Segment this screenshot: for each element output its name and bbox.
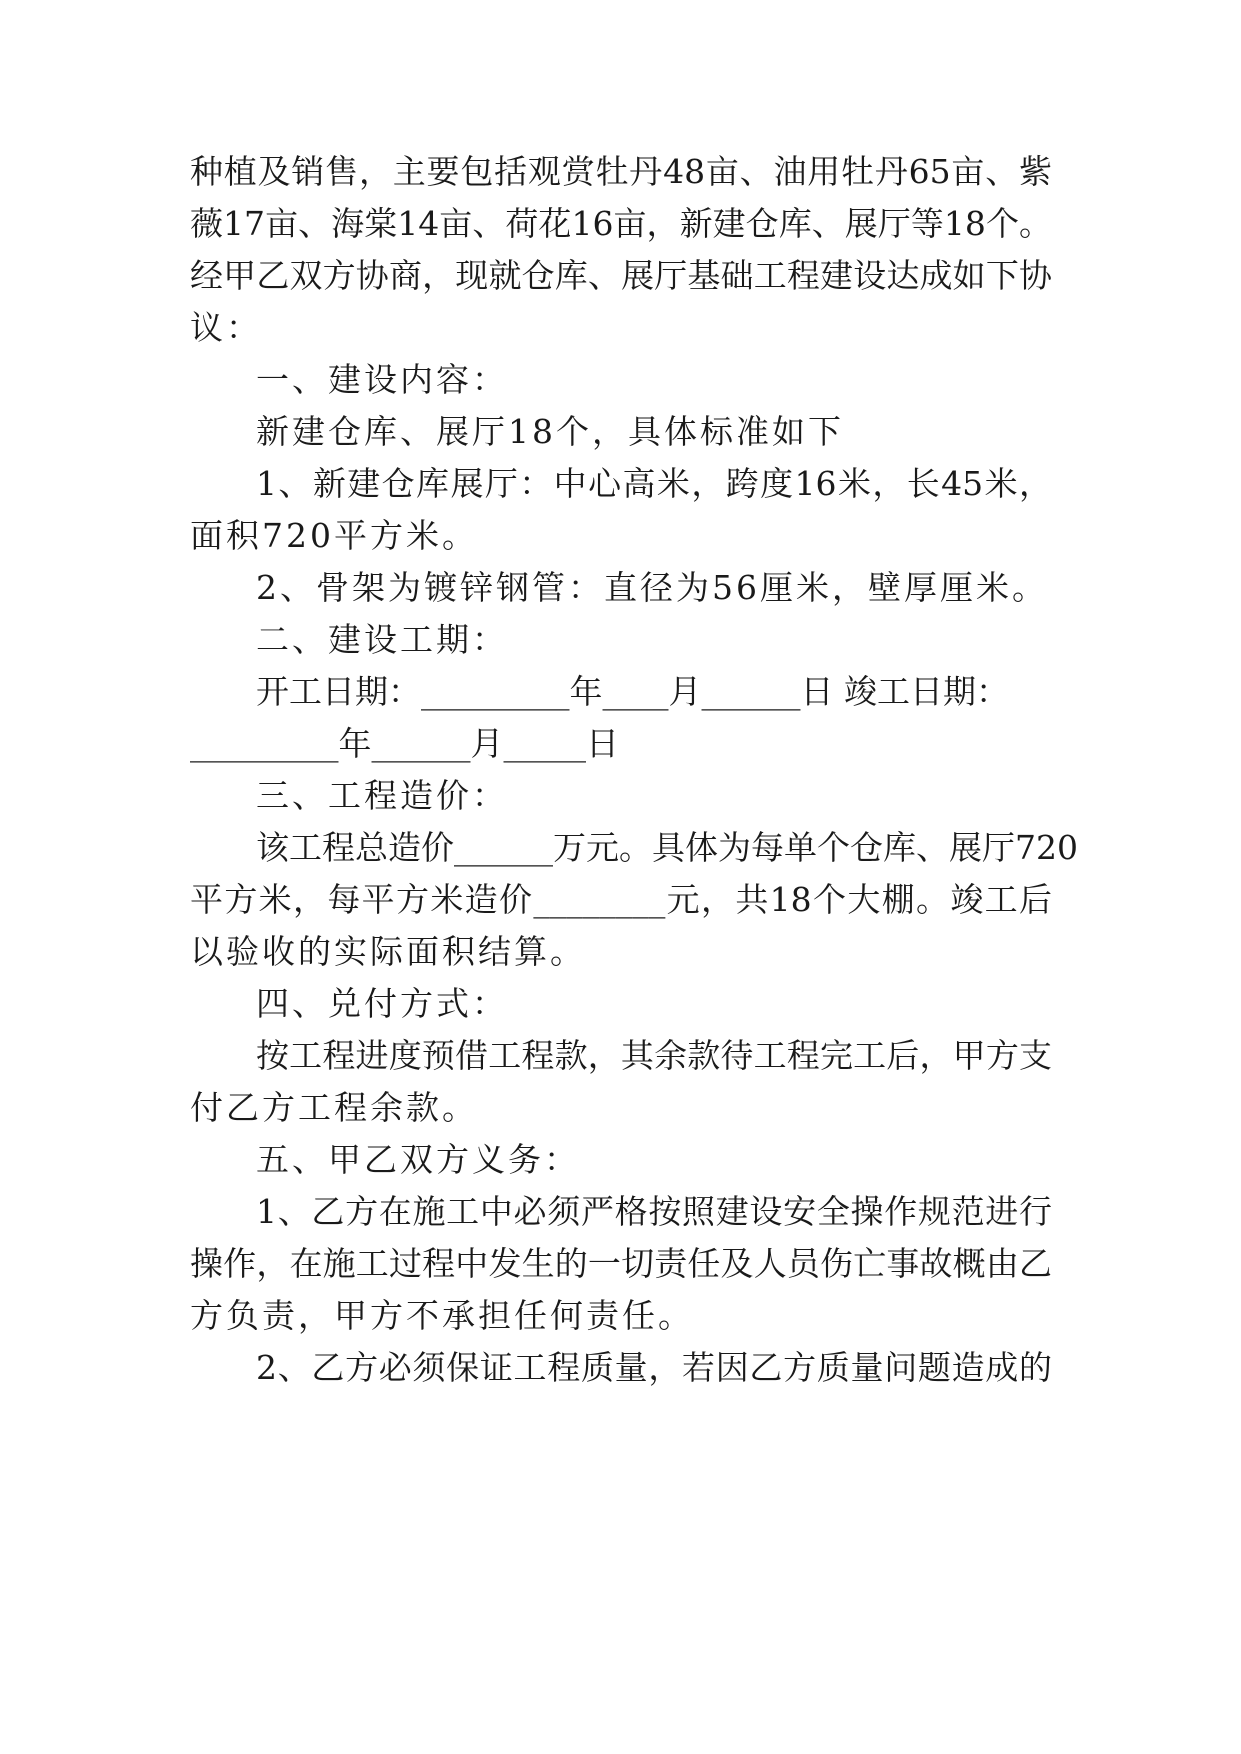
section-heading: 五、甲乙双方义务： [256, 1140, 580, 1179]
text-line: 种植及销售，主要包括观赏牡丹48亩、油用牡丹65亩、紫 [190, 152, 1052, 191]
section-heading: 四、兑付方式： [256, 984, 508, 1023]
text-line: 方负责，甲方不承担任何责任。 [190, 1296, 694, 1335]
text-line: 议： [190, 308, 262, 347]
section-heading: 二、建设工期： [256, 620, 508, 659]
text-line: 该工程总造价______万元。具体为每单个仓库、展厅720 [256, 828, 1078, 867]
text-line: 经甲乙双方协商，现就仓库、展厅基础工程建设达成如下协 [190, 256, 1052, 295]
text-line: 平方米，每平方米造价________元，共18个大棚。竣工后 [190, 880, 1052, 919]
section-heading: 三、工程造价： [256, 776, 508, 815]
text-line: 按工程进度预借工程款，其余款待工程完工后，甲方支 [256, 1036, 1052, 1075]
text-line: 付乙方工程余款。 [190, 1088, 478, 1127]
text-line: 1、新建仓库展厅：中心高米，跨度16米，长45米， [256, 464, 1052, 503]
text-line: 1、乙方在施工中必须严格按照建设安全操作规范进行 [256, 1192, 1052, 1231]
text-line: 2、乙方必须保证工程质量，若因乙方质量问题造成的 [256, 1348, 1052, 1387]
start-date-line: 开工日期：_________年____月______日 竣工日期： [256, 672, 1009, 711]
text-line: 薇17亩、海棠14亩、荷花16亩，新建仓库、展厅等18个。 [190, 204, 1052, 243]
text-line: 面积720平方米。 [190, 516, 478, 555]
text-line: 操作，在施工过程中发生的一切责任及人员伤亡事故概由乙 [190, 1244, 1052, 1283]
section-heading: 一、建设内容： [256, 360, 508, 399]
completion-date-line: _________年______月_____日 [190, 724, 619, 763]
text-line: 以验收的实际面积结算。 [190, 932, 586, 971]
text-line: 新建仓库、展厅18个，具体标准如下 [256, 412, 844, 451]
text-line: 2、骨架为镀锌钢管：直径为56厘米，壁厚厘米。 [256, 568, 1048, 607]
